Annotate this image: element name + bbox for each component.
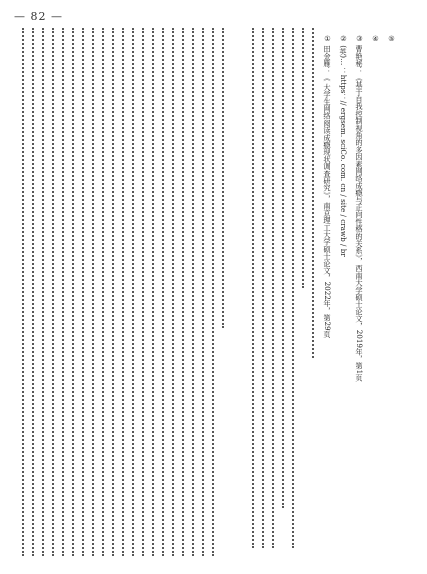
text-column (82, 28, 87, 556)
text-column (52, 28, 57, 556)
text-column (172, 28, 177, 556)
footnote-marker: ③ (355, 34, 364, 43)
text-column (212, 28, 217, 556)
page-number: — 82 — (14, 10, 63, 23)
text-column (112, 28, 117, 556)
text-column (122, 28, 127, 556)
footnote-marker: ① (323, 34, 332, 43)
text-column (72, 28, 77, 556)
text-column (152, 28, 157, 556)
text-column (62, 28, 67, 556)
footnote-column (292, 28, 297, 548)
text-column (42, 28, 47, 556)
footnote-column (262, 28, 267, 548)
footnote-marker: ④ (371, 34, 380, 43)
text-column (182, 28, 187, 556)
footnote-item (338, 34, 349, 554)
text-column (22, 28, 27, 556)
footnote-item (370, 34, 381, 554)
footnote-item (354, 34, 365, 554)
footnote-marker: ⑤ (387, 34, 396, 43)
text-column (132, 28, 137, 556)
page-header (0, 0, 427, 30)
footnote-column (312, 28, 317, 358)
footnote-column (272, 28, 277, 548)
text-column (92, 28, 97, 556)
footnote-marker: ② (339, 34, 348, 43)
footnote-text: (英)… ：https：// ergsem. sciCo. com. cn / site / crawb / br (339, 45, 348, 257)
footnote-item (386, 34, 397, 554)
text-column (202, 28, 207, 556)
footnote-column (282, 28, 287, 508)
text-column (162, 28, 167, 556)
text-column (192, 28, 197, 556)
text-column (222, 28, 227, 328)
text-column (142, 28, 147, 556)
footnote-column (252, 28, 257, 548)
footnote-text: 田金雁：《 大学生网络阅读成瘾现状调查研究》，南京理工大学硕士论文，2022年，第29页 (323, 45, 332, 338)
footnote-column (302, 28, 307, 288)
footnote-item (322, 34, 333, 554)
text-column (32, 28, 37, 556)
text-column (102, 28, 107, 556)
footnote-text: 曹艳秘：《基于自我控制视角的多因素网络成瘾与正向性格的关系》，西南大学硕士论文，2019年，第1页 (355, 45, 364, 382)
